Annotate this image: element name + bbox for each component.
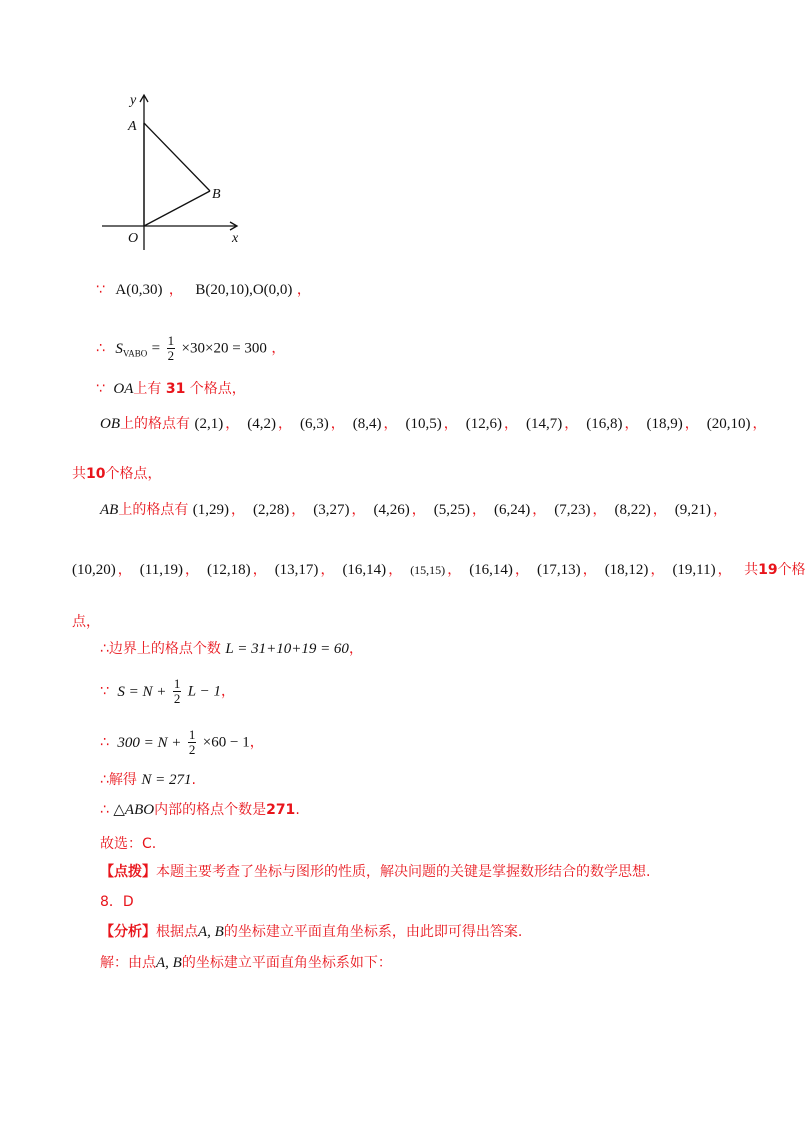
therefore-symbol: ∴ bbox=[100, 772, 109, 788]
text: 的坐标建立平面直角坐标系如下： bbox=[181, 955, 392, 971]
comma: ， bbox=[624, 416, 639, 432]
lattice-point: (8,22) bbox=[614, 502, 651, 518]
line-ab-points-cont bbox=[72, 560, 806, 580]
segment-ab bbox=[144, 123, 210, 191]
fraction-half: $\frac{1}{2}$ bbox=[167, 333, 175, 363]
lattice-point: (9,21) bbox=[674, 502, 712, 518]
comma: ， bbox=[447, 562, 462, 578]
text: 内部的格点个数是 bbox=[154, 802, 267, 818]
area-calc: ×30×20 = 300 bbox=[181, 340, 267, 357]
segment-ob-label: OB bbox=[100, 416, 120, 432]
lattice-point: (4,2) bbox=[247, 416, 276, 432]
therefore-symbol: ∴ bbox=[100, 802, 109, 818]
lattice-point: (5,25) bbox=[433, 502, 471, 518]
comma: ， bbox=[330, 416, 345, 432]
comma: ， bbox=[348, 641, 363, 657]
lattice-point: (8,4) bbox=[352, 416, 382, 432]
equals: = bbox=[151, 340, 161, 357]
comma: ， bbox=[184, 562, 199, 578]
comma: ， bbox=[231, 502, 246, 518]
lattice-point: (2,28) bbox=[253, 502, 290, 518]
line-answer bbox=[100, 834, 156, 854]
count: 271 bbox=[266, 802, 296, 818]
because-symbol: ∵ bbox=[96, 282, 105, 298]
text: 上的格点有 bbox=[118, 502, 189, 518]
ob-point-list bbox=[194, 416, 774, 432]
segment-oa-label: OA bbox=[113, 381, 134, 397]
line-cont bbox=[72, 612, 100, 632]
line-oa-points bbox=[96, 379, 246, 399]
line-q8 bbox=[100, 892, 134, 912]
points-ab: A, B bbox=[156, 955, 182, 971]
point-b-o: B(20,10),O(0,0) bbox=[195, 282, 293, 298]
comma: ， bbox=[564, 416, 579, 432]
comma: ， bbox=[296, 282, 311, 298]
fraction-half: $\frac{1}{2}$ bbox=[173, 676, 181, 706]
text: 个格点， bbox=[189, 381, 246, 397]
text: 的坐标建立平面直角坐标系，由此即可得出答案. bbox=[223, 924, 523, 940]
line-ab-points bbox=[100, 500, 735, 520]
segment-ob bbox=[144, 191, 210, 226]
text: 根据点 bbox=[156, 924, 198, 940]
fraction-half: $\frac{1}{2}$ bbox=[188, 727, 196, 757]
text: 解得 bbox=[108, 772, 137, 788]
tip-text: 本题主要考查了坐标与图形的性质，解决问题的关键是掌握数形结合的数学思想. bbox=[156, 864, 651, 880]
therefore-symbol: ∴ bbox=[100, 734, 109, 751]
count: 31 bbox=[165, 381, 186, 397]
lattice-point: (18,12) bbox=[604, 562, 649, 578]
text: 共 bbox=[744, 562, 759, 578]
lattice-point: (15,15) bbox=[410, 563, 446, 577]
label-x: x bbox=[232, 231, 239, 246]
period: . bbox=[295, 802, 300, 818]
formula-rhs: ×60 − 1 bbox=[202, 734, 250, 751]
comma: ， bbox=[117, 562, 132, 578]
lattice-point: (18,9) bbox=[646, 416, 683, 432]
comma: ， bbox=[291, 502, 306, 518]
line-tip bbox=[100, 862, 650, 882]
answer-text: 故选：C. bbox=[100, 836, 157, 852]
comma: ， bbox=[388, 562, 403, 578]
comma: ， bbox=[532, 502, 547, 518]
comma: ， bbox=[443, 416, 458, 432]
lattice-point: (16,14) bbox=[342, 562, 387, 578]
lattice-point: (3,27) bbox=[313, 502, 350, 518]
lattice-point: (2,1) bbox=[194, 416, 224, 432]
comma: ， bbox=[168, 282, 183, 298]
line-pick-formula bbox=[100, 677, 235, 706]
lattice-point: (11,19) bbox=[139, 562, 183, 578]
lattice-point: (20,10) bbox=[706, 416, 751, 432]
line-ob-points bbox=[100, 414, 774, 434]
lattice-point: (12,18) bbox=[206, 562, 251, 578]
comma: ， bbox=[225, 416, 240, 432]
line-analysis bbox=[100, 922, 522, 942]
lattice-point: (12,6) bbox=[465, 416, 502, 432]
ab-point-list-cont bbox=[72, 562, 740, 578]
line-conclusion bbox=[100, 800, 300, 820]
ab-point-list bbox=[193, 502, 735, 518]
line-solution bbox=[100, 953, 392, 973]
tip-tag: 【点拨】 bbox=[100, 864, 156, 880]
comma: ， bbox=[650, 562, 665, 578]
lattice-point: (19,11) bbox=[672, 562, 716, 578]
comma: ， bbox=[472, 502, 487, 518]
lattice-point: (17,13) bbox=[536, 562, 581, 578]
count: 10 bbox=[86, 466, 106, 482]
comma: ， bbox=[514, 562, 529, 578]
lattice-point: (1,29) bbox=[192, 502, 230, 518]
comma: ， bbox=[717, 562, 732, 578]
label-o: O bbox=[128, 231, 139, 246]
comma: ， bbox=[249, 734, 264, 751]
comma: ， bbox=[351, 502, 366, 518]
label-y: y bbox=[130, 93, 137, 108]
because-symbol: ∵ bbox=[100, 683, 109, 700]
text: 上有 bbox=[133, 381, 162, 397]
text: 个格 bbox=[777, 562, 806, 578]
triangle-label: △ABO bbox=[113, 802, 155, 818]
comma: ， bbox=[684, 416, 699, 432]
comma: ， bbox=[277, 416, 292, 432]
area-subscript: VABO bbox=[122, 348, 148, 359]
points-ab: A, B bbox=[198, 924, 224, 940]
boundary-formula: L = 31+10+19 = 60 bbox=[225, 641, 349, 657]
therefore-symbol: ∴ bbox=[96, 340, 105, 357]
analysis-tag: 【分析】 bbox=[100, 924, 156, 940]
comma: ， bbox=[320, 562, 335, 578]
segment-ab-label: AB bbox=[100, 502, 119, 518]
comma: ， bbox=[713, 502, 728, 518]
comma: ， bbox=[252, 562, 267, 578]
line-coordinates bbox=[96, 280, 311, 300]
comma: ， bbox=[271, 340, 286, 357]
comma: ， bbox=[411, 502, 426, 518]
lattice-point: (16,14) bbox=[469, 562, 513, 578]
period: . bbox=[191, 772, 196, 788]
text: 边界上的格点个数 bbox=[108, 641, 221, 657]
formula-lhs: S = N + bbox=[117, 683, 167, 700]
lattice-point: (13,17) bbox=[274, 562, 319, 578]
lattice-point: (16,8) bbox=[586, 416, 623, 432]
area-symbol: S bbox=[115, 340, 123, 357]
lattice-point: (6,3) bbox=[299, 416, 329, 432]
line-solve bbox=[100, 770, 196, 790]
lattice-point: (10,20) bbox=[72, 562, 116, 578]
comma: ， bbox=[592, 502, 607, 518]
text: 解：由点 bbox=[100, 955, 156, 971]
comma: ， bbox=[383, 416, 398, 432]
lattice-point: (10,5) bbox=[405, 416, 442, 432]
text: 上的格点有 bbox=[120, 416, 190, 432]
line-area bbox=[96, 334, 285, 364]
solution: N = 271 bbox=[141, 772, 192, 788]
comma: ， bbox=[582, 562, 597, 578]
lattice-point: (6,24) bbox=[494, 502, 531, 518]
comma: ， bbox=[220, 683, 235, 700]
comma: ， bbox=[652, 502, 667, 518]
lattice-point: (14,7) bbox=[525, 416, 563, 432]
lattice-point: (4,26) bbox=[373, 502, 410, 518]
text: 个格点， bbox=[105, 466, 162, 482]
therefore-symbol: ∴ bbox=[100, 641, 109, 657]
coordinate-diagram bbox=[96, 88, 256, 258]
line-ob-count bbox=[72, 464, 161, 484]
formula-rhs: L − 1 bbox=[187, 683, 221, 700]
point-a: A(0,30) bbox=[115, 282, 163, 298]
label-b: B bbox=[212, 187, 221, 202]
text: 点， bbox=[72, 614, 100, 630]
line-substitute bbox=[100, 728, 264, 757]
count: 19 bbox=[758, 562, 778, 578]
question-answer: 8．D bbox=[100, 894, 134, 910]
label-a: A bbox=[128, 119, 137, 134]
formula-lhs: 300 = N + bbox=[117, 734, 182, 751]
comma: ， bbox=[752, 416, 767, 432]
lattice-point: (7,23) bbox=[554, 502, 591, 518]
line-boundary bbox=[100, 639, 363, 659]
text: 共 bbox=[72, 466, 86, 482]
because-symbol: ∵ bbox=[96, 381, 105, 397]
comma: ， bbox=[503, 416, 518, 432]
